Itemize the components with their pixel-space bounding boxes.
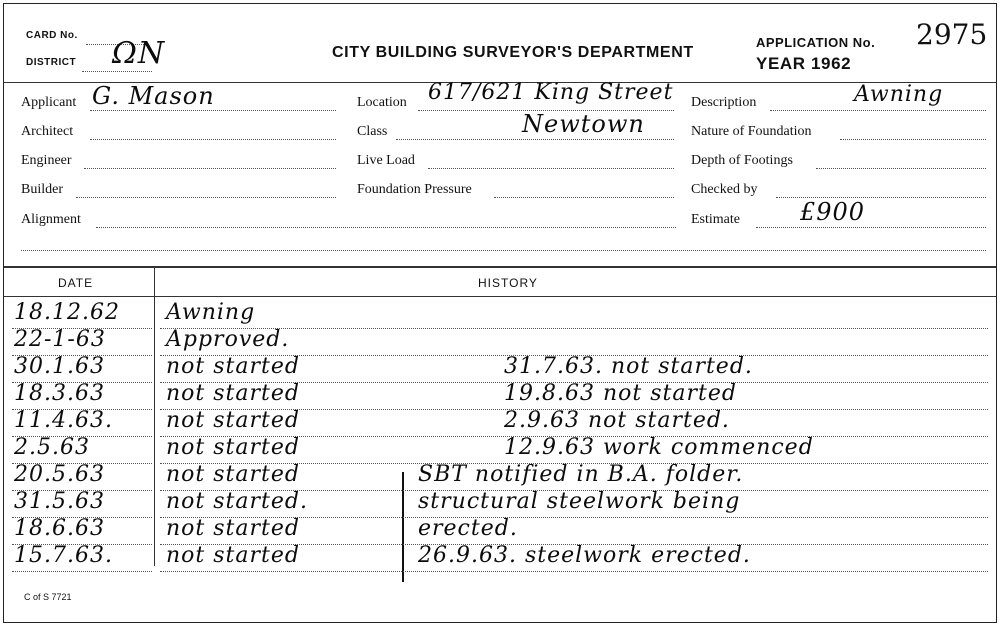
builder-line [76, 197, 336, 198]
checked-by-label: Checked by [691, 182, 758, 197]
alignment-line [96, 227, 676, 228]
date-column-divider [154, 266, 155, 566]
handwritten-bracket-stroke [402, 472, 404, 582]
foundation-pressure-label: Foundation Pressure [357, 182, 472, 197]
district-value: ΩN [112, 36, 166, 71]
alignment-label: Alignment [21, 212, 81, 227]
history-entry-line-9 [160, 571, 988, 572]
application-number: 2975 [916, 18, 988, 51]
history-header-rule [4, 296, 996, 297]
depth-of-footings-line [816, 168, 986, 169]
history-date-line-9 [12, 571, 152, 572]
card-no-label: CARD No. [26, 30, 78, 41]
date-column-header: DATE [58, 276, 94, 290]
history-entry-right-6: SBT notified in B.A. folder. [418, 462, 744, 487]
description-line [770, 110, 986, 111]
engineer-label: Engineer [21, 153, 72, 168]
history-entry-right-7: structural steelwork being [418, 489, 741, 514]
architect-label: Architect [21, 124, 74, 139]
live-load-line [428, 168, 674, 169]
application-label: APPLICATION No. [756, 35, 876, 50]
history-entry-right-5: 12.9.63 work commenced [504, 435, 814, 460]
history-top-rule [4, 266, 996, 268]
depth-of-footings-label: Depth of Footings [691, 153, 793, 168]
history-entry-left-2: not started [166, 354, 300, 379]
history-column-header: HISTORY [478, 276, 538, 290]
history-date-1: 22-1-63 [14, 327, 106, 352]
class-label: Class [357, 124, 388, 139]
architect-line [90, 139, 336, 140]
description-label: Description [691, 95, 757, 110]
history-entry-left-9: not started [166, 543, 300, 568]
live-load-label: Live Load [357, 153, 415, 168]
builder-label: Builder [21, 182, 63, 197]
applicant-line [90, 110, 336, 111]
location-value-line2: Newtown [522, 110, 645, 138]
history-entry-left-1: Approved. [166, 327, 290, 352]
description-value: Awning [854, 82, 944, 107]
form-code: C of S 7721 [24, 592, 72, 602]
history-date-6: 20.5.63 [14, 462, 105, 487]
history-date-0: 18.12.62 [14, 300, 120, 325]
history-date-8: 18.6.63 [14, 516, 105, 541]
applicant-label: Applicant [21, 95, 77, 110]
estimate-value: £900 [800, 198, 866, 226]
history-date-9: 15.7.63. [14, 543, 113, 568]
history-date-7: 31.5.63 [14, 489, 105, 514]
engineer-line [84, 168, 336, 169]
nature-of-foundation-line [840, 139, 986, 140]
history-date-3: 18.3.63 [14, 381, 105, 406]
history-entry-left-7: not started. [166, 489, 308, 514]
year-label: YEAR 1962 [756, 54, 852, 73]
class-line [396, 139, 674, 140]
location-value-line1: 617/621 King Street [428, 80, 674, 105]
applicant-value: G. Mason [92, 82, 215, 110]
history-entry-right-8: erected. [418, 516, 518, 541]
nature-of-foundation-label: Nature of Foundation [691, 124, 812, 139]
history-date-2: 30.1.63 [14, 354, 105, 379]
history-entry-right-2: 31.7.63. not started. [504, 354, 753, 379]
history-entry-left-4: not started [166, 408, 300, 433]
department-title: CITY BUILDING SURVEYOR'S DEPARTMENT [332, 44, 694, 61]
district-line [82, 71, 152, 72]
history-entry-left-0: Awning [166, 300, 256, 325]
estimate-label: Estimate [691, 212, 740, 227]
estimate-line [756, 227, 986, 228]
history-entry-right-4: 2.9.63 not started. [504, 408, 730, 433]
history-entry-right-3: 19.8.63 not started [504, 381, 737, 406]
foundation-pressure-line [494, 197, 674, 198]
history-date-5: 2.5.63 [14, 435, 90, 460]
building-record-card [3, 3, 997, 623]
history-entry-left-3: not started [166, 381, 300, 406]
history-entry-left-8: not started [166, 516, 300, 541]
blank-field-line [21, 250, 986, 251]
history-entry-right-9: 26.9.63. steelwork erected. [418, 543, 751, 568]
history-date-4: 11.4.63. [14, 408, 113, 433]
district-label: DISTRICT [26, 57, 77, 68]
location-label: Location [357, 95, 407, 110]
history-entry-left-5: not started [166, 435, 300, 460]
history-entry-left-6: not started [166, 462, 300, 487]
